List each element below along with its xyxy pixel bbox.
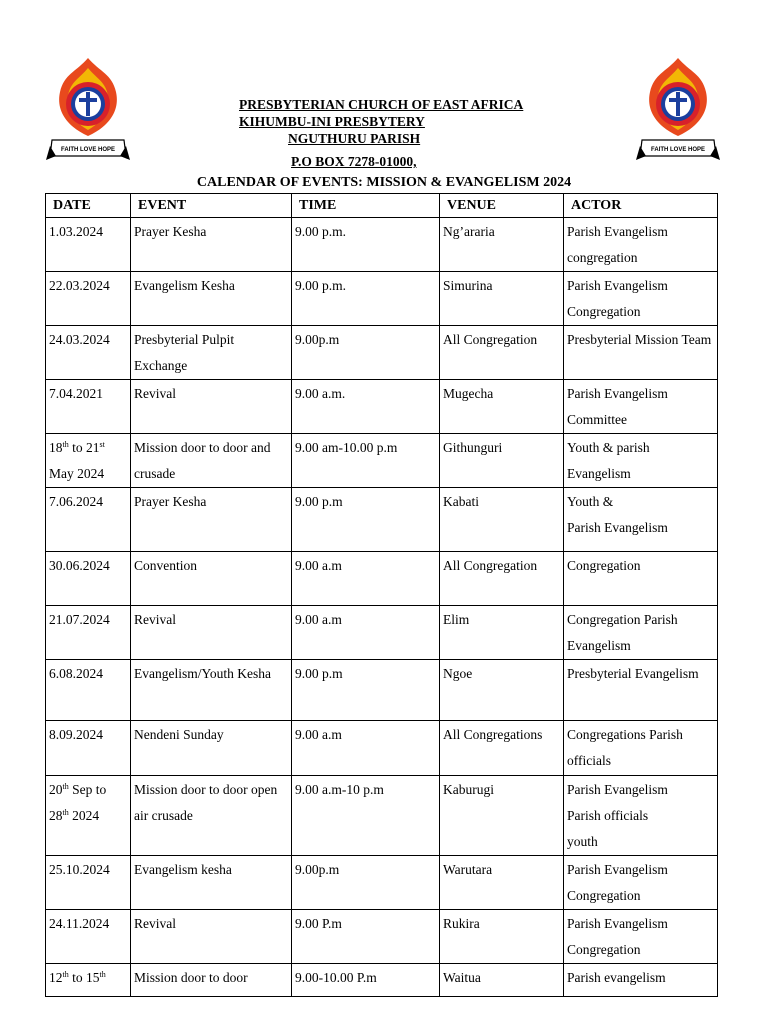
table-row — [46, 776, 718, 856]
cell-actor — [564, 380, 718, 434]
cell-time — [292, 434, 440, 488]
date-ordinal-suffix: th — [62, 440, 69, 449]
date-text: 22.03.2024 — [49, 278, 110, 293]
cell-actor — [564, 488, 718, 552]
table-row — [46, 434, 718, 488]
actor-text: Presbyterial Mission Team — [567, 332, 712, 347]
cell-venue — [440, 434, 564, 488]
date-text: 8.09.2024 — [49, 727, 103, 742]
table-row — [46, 856, 718, 910]
table-row — [46, 910, 718, 964]
cell-event — [131, 552, 292, 606]
venue-text: Simurina — [443, 278, 493, 293]
column-header-venue: VENUE — [440, 194, 564, 218]
time-text: 9.00 a.m — [295, 558, 342, 573]
venue-text: Ngoe — [443, 666, 473, 681]
actor-text: Parish Evangelism Congregation — [567, 916, 668, 957]
actor-line: Youth & — [567, 494, 614, 509]
cell-venue — [440, 218, 564, 272]
table-row — [46, 218, 718, 272]
venue-text: All Congregations — [443, 727, 543, 742]
actor-line: Parish Evangelism — [567, 520, 668, 535]
event-text: Mission door to door and crusade — [134, 440, 271, 481]
cell-time — [292, 488, 440, 552]
cell-actor — [564, 552, 718, 606]
cell-date — [46, 488, 131, 552]
cell-event — [131, 721, 292, 776]
actor-text: Congregation Parish Evangelism — [567, 612, 678, 653]
cell-time — [292, 606, 440, 660]
cell-time — [292, 380, 440, 434]
date-text: 18 — [49, 440, 63, 455]
cell-time — [292, 326, 440, 380]
actor-line: Parish officials — [567, 808, 649, 823]
date-text: 20 — [49, 782, 63, 797]
cell-actor — [564, 660, 718, 721]
event-text: Nendeni Sunday — [134, 727, 224, 742]
date-text: 21.07.2024 — [49, 612, 110, 627]
cell-venue — [440, 964, 564, 997]
church-name: PRESBYTERIAN CHURCH OF EAST AFRICA — [239, 97, 524, 112]
cell-actor — [564, 721, 718, 776]
calendar-title: CALENDAR OF EVENTS: MISSION & EVANGELISM 2024 — [196, 175, 572, 190]
date-ordinal-suffix: th — [62, 970, 69, 979]
event-text: Mission door to door — [134, 970, 248, 985]
time-text: 9.00 p.m. — [295, 224, 347, 239]
venue-text: Rukira — [443, 916, 480, 931]
cell-venue — [440, 660, 564, 721]
church-logo-right — [636, 52, 720, 166]
cell-venue — [440, 380, 564, 434]
time-text: 9.00 p.m — [295, 666, 343, 681]
cell-venue — [440, 272, 564, 326]
cell-date — [46, 218, 131, 272]
parish-name: NGUTHURU PARISH — [288, 131, 421, 146]
event-text: Evangelism Kesha — [134, 278, 235, 293]
cell-date — [46, 856, 131, 910]
cell-event — [131, 910, 292, 964]
cell-actor — [564, 776, 718, 856]
venue-text: All Congregation — [443, 558, 538, 573]
cell-date — [46, 606, 131, 660]
actor-line: youth — [567, 834, 598, 849]
cell-time — [292, 856, 440, 910]
date-text: 24.11.2024 — [49, 916, 110, 931]
event-text: Revival — [134, 612, 176, 627]
cell-event — [131, 606, 292, 660]
cell-event — [131, 964, 292, 997]
cell-date — [46, 964, 131, 997]
venue-text: Mugecha — [443, 386, 494, 401]
cell-actor — [564, 910, 718, 964]
date-text: 24.03.2024 — [49, 332, 110, 347]
cell-date — [46, 434, 131, 488]
actor-text: Parish Evangelism congregation — [567, 224, 668, 265]
event-text: Revival — [134, 386, 176, 401]
cell-actor — [564, 326, 718, 380]
table-row — [46, 552, 718, 606]
date-ordinal-suffix: th — [62, 782, 69, 791]
column-header-date: DATE — [46, 194, 131, 218]
time-text: 9.00 P.m — [295, 916, 342, 931]
cell-date — [46, 552, 131, 606]
time-text: 9.00-10.00 P.m — [295, 970, 377, 985]
events-table — [45, 193, 718, 997]
table-row — [46, 660, 718, 721]
actor-text: Congregation — [567, 558, 641, 573]
date-text: 2024 — [68, 808, 100, 823]
cell-time — [292, 721, 440, 776]
cell-venue — [440, 856, 564, 910]
column-header-time: TIME — [292, 194, 440, 218]
venue-text: All Congregation — [443, 332, 538, 347]
actor-line: Parish Evangelism — [567, 782, 668, 797]
time-text: 9.00 a.m. — [295, 386, 346, 401]
cell-event — [131, 326, 292, 380]
table-header-row — [46, 194, 718, 218]
actor-text: Parish Evangelism Congregation — [567, 862, 668, 903]
time-text: 9.00 a.m — [295, 612, 342, 627]
cell-event — [131, 434, 292, 488]
actor-text: Youth & parish Evangelism — [567, 440, 650, 481]
table-row — [46, 380, 718, 434]
cell-time — [292, 272, 440, 326]
cell-date — [46, 776, 131, 856]
date-text: 7.04.2021 — [49, 386, 103, 401]
logo-motto: FAITH LOVE HOPE — [650, 147, 706, 153]
event-text: Presbyterial Pulpit Exchange — [134, 332, 235, 373]
event-text: Evangelism kesha — [134, 862, 232, 877]
date-text: to 21 — [68, 440, 100, 455]
church-logo-left — [46, 52, 130, 166]
presbytery-name: KIHUMBU-INI PRESBYTERY — [239, 114, 425, 129]
postal-address: P.O BOX 7278-01000, — [291, 154, 417, 169]
cell-actor — [564, 856, 718, 910]
cell-date — [46, 326, 131, 380]
cell-venue — [440, 606, 564, 660]
date-text: May 2024 — [49, 466, 105, 481]
date-text: to 15 — [68, 970, 100, 985]
table-row — [46, 721, 718, 776]
venue-text: Ng’araria — [443, 224, 495, 239]
cell-venue — [440, 326, 564, 380]
cell-date — [46, 380, 131, 434]
cell-event — [131, 660, 292, 721]
event-text: Convention — [134, 558, 197, 573]
cell-actor — [564, 218, 718, 272]
cell-date — [46, 660, 131, 721]
cell-actor — [564, 964, 718, 997]
logo-motto: FAITH LOVE HOPE — [60, 147, 116, 153]
date-text: 7.06.2024 — [49, 494, 103, 509]
actor-text: Presbyterial Evangelism — [567, 666, 699, 681]
table-row — [46, 488, 718, 552]
cell-venue — [440, 776, 564, 856]
actor-text: Parish Evangelism Congregation — [567, 278, 668, 319]
burning-bush-emblem-icon — [46, 58, 130, 160]
cell-actor — [564, 272, 718, 326]
cell-time — [292, 910, 440, 964]
time-text: 9.00 p.m — [295, 494, 343, 509]
date-ordinal-suffix: st — [99, 440, 105, 449]
cell-actor — [564, 606, 718, 660]
cell-event — [131, 856, 292, 910]
cell-event — [131, 218, 292, 272]
cell-date — [46, 721, 131, 776]
event-text: Prayer Kesha — [134, 224, 207, 239]
cell-event — [131, 776, 292, 856]
cell-venue — [440, 552, 564, 606]
table-body — [46, 218, 718, 997]
cell-date — [46, 272, 131, 326]
time-text: 9.00 a.m — [295, 727, 342, 742]
cell-time — [292, 964, 440, 997]
venue-text: Warutara — [443, 862, 493, 877]
actor-text: Parish evangelism — [567, 970, 666, 985]
cell-event — [131, 380, 292, 434]
date-text: 6.08.2024 — [49, 666, 103, 681]
cell-time — [292, 660, 440, 721]
venue-text: Elim — [443, 612, 470, 627]
event-text: Mission door to door open air crusade — [134, 782, 278, 823]
event-text: Revival — [134, 916, 176, 931]
cell-time — [292, 552, 440, 606]
actor-text: Parish Evangelism Committee — [567, 386, 668, 427]
cell-time — [292, 218, 440, 272]
venue-text: Waitua — [443, 970, 481, 985]
column-header-event: EVENT — [131, 194, 292, 218]
time-text: 9.00 a.m-10 p.m — [295, 782, 384, 797]
table-row — [46, 964, 718, 997]
cell-actor — [564, 434, 718, 488]
date-text: 30.06.2024 — [49, 558, 110, 573]
cell-time — [292, 776, 440, 856]
time-text: 9.00 am-10.00 p.m — [295, 440, 398, 455]
cell-event — [131, 272, 292, 326]
venue-text: Kaburugi — [443, 782, 494, 797]
cell-event — [131, 488, 292, 552]
burning-bush-emblem-icon — [636, 58, 720, 160]
column-header-actor: ACTOR — [564, 194, 718, 218]
cell-venue — [440, 910, 564, 964]
cell-date — [46, 910, 131, 964]
cell-venue — [440, 721, 564, 776]
event-text: Prayer Kesha — [134, 494, 207, 509]
date-text: 12 — [49, 970, 63, 985]
event-text: Evangelism/Youth Kesha — [134, 666, 271, 681]
date-text: Sep to 28 — [49, 782, 107, 823]
cell-venue — [440, 488, 564, 552]
date-ordinal-suffix: th — [99, 970, 106, 979]
time-text: 9.00p.m — [295, 332, 340, 347]
date-text: 25.10.2024 — [49, 862, 110, 877]
table-row — [46, 606, 718, 660]
time-text: 9.00 p.m. — [295, 278, 347, 293]
table-row — [46, 326, 718, 380]
time-text: 9.00p.m — [295, 862, 340, 877]
venue-text: Kabati — [443, 494, 479, 509]
venue-text: Githunguri — [443, 440, 503, 455]
date-ordinal-suffix: th — [62, 808, 69, 817]
table-row — [46, 272, 718, 326]
actor-text: Congregations Parish officials — [567, 727, 683, 768]
date-text: 1.03.2024 — [49, 224, 103, 239]
